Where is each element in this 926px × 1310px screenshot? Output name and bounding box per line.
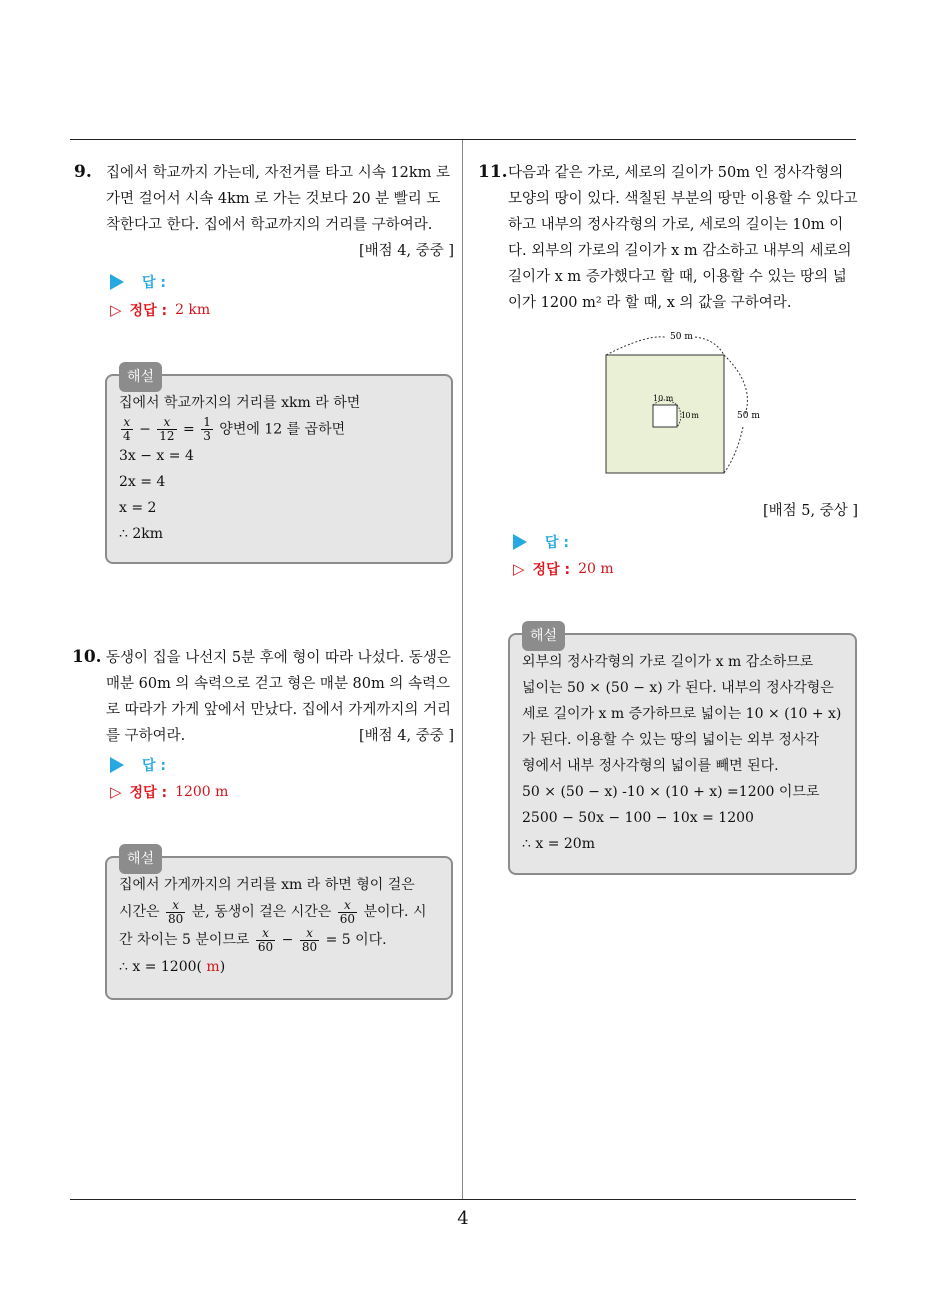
inner-top-label: 10 m [653,394,674,403]
q11-correct-label: 정답 : [532,562,571,578]
q9-answer-line [110,272,166,292]
q11-sol-line8: ∴ x = 20m [522,836,595,852]
q10-sol-line3: 간 차이는 5 분이므로 $\frac{x}{60}$ − $\frac{x}{80}$ = 5 이다. [119,925,387,954]
top-rule [70,139,856,140]
q9-score: [배점 4, 중중 ] [358,243,454,259]
q11-solution-box [508,628,857,875]
answer-triangle-icon [110,757,124,773]
outer-top-label: 50 m [670,332,693,342]
q11-answer-label: 답 : [545,535,569,551]
q10-body: 동생이 집을 나선지 5분 후에 형이 따라 나섰다. 동생은 매분 60m 의 속력으로 걷고 형은 매분 80m 의 속력으로 따라가 가게 앞에서 만났다. 집에서 가게까지의 거리를 구하여라. [106,650,452,744]
q11-sol-line2: 넓이는 50 × (50 − x) 가 된다. 내부의 정사각형은 [522,680,834,696]
q11-correct-value: 20 m [578,561,614,577]
answer-triangle-icon [110,274,124,290]
q9-body: 집에서 학교까지 가는데, 자전거를 타고 시속 12km 로 가면 걸어서 시속 4km 로 가는 것보다 20 분 빨리 도착한다고 한다. 집에서 학교까지의 거리를 구하여라. [106,165,450,233]
q9-solution-tag: 해설 [119,362,162,392]
fraction: $\frac{x}{60}$ [339,897,356,926]
fraction: $\frac{x}{80}$ [301,925,318,954]
q9-sol-line1: 집에서 학교까지의 거리를 xkm 라 하면 [119,395,361,411]
fraction: $\frac{x}{60}$ [257,925,274,954]
q10-answer-label: 답 : [142,758,166,774]
top-dimension-arc [606,337,665,355]
q11-figure [595,325,775,485]
q11-sol-line6: 50 × (50 − x) -10 × (10 + x) =1200 이므로 [522,784,820,800]
fraction: $\frac{x}{80}$ [168,897,184,926]
q9-sol-line5: x = 2 [119,500,157,516]
fraction: $\frac{x}{4}$ [123,415,131,443]
q10-text [106,645,454,749]
q11-sol-line3: 세로 길이가 x m 증가하므로 넓이는 10 × (10 + x) [522,706,842,722]
right-dimension-arc-low [724,427,743,473]
correct-triangle-icon: ▷ [110,783,122,801]
q10-solution-tag: 해설 [119,844,162,874]
column-divider [462,140,463,1200]
page-number: 4 [457,1208,469,1229]
q10-score: [배점 4, 중중 ] [358,728,454,744]
fraction: $\frac{x}{12}$ [159,415,175,443]
q9-text [106,160,454,264]
q11-body: 다음과 같은 가로, 세로의 길이가 50m 인 정사각형의 모양의 땅이 있다. 색칠된 부분의 땅만 이용할 수 있다고 하고 내부의 정사각형의 가로, 세로의 길이는 10m 이다. 외부의 가로의 길이가 x m 감소하고 내부의 세로의 길이가 x m 증가했다고 할 때, 이용할 수 있는 땅의 넓이가 1200 m² 라 할 때, x 의 값을 구하여라. [508,165,858,311]
top-dimension-arc-right [695,337,724,355]
q10-sol-line1: 집에서 가게까지의 거리를 xm 라 하면 형이 걸은 [119,877,415,893]
inner-square [653,405,677,427]
q9-sol-line4: 2x = 4 [119,474,166,490]
correct-triangle-icon: ▷ [110,301,122,319]
q11-solution-tag: 해설 [522,621,565,651]
correct-triangle-icon: ▷ [513,560,525,578]
q10-sol-line4: ∴ x = 1200( m) [119,959,226,975]
right-dimension-arc [724,355,747,415]
q9-sol-line6: ∴ 2km [119,526,164,542]
q9-number: 9. [74,162,92,182]
q11-text [508,160,858,316]
q10-sol-line2: 시간은 $\frac{x}{80}$ 분, 동생이 걸은 시간은 $\frac{x}{60}$ 분이다. 시 [119,897,427,926]
q11-correct-line [513,559,614,579]
q9-answer-label: 답 : [142,275,166,291]
q11-sol-line7: 2500 − 50x − 100 − 10x = 1200 [522,810,754,826]
q9-correct-label: 정답 : [129,303,168,319]
q11-sol-line1: 외부의 정사각형의 가로 길이가 x m 감소하므로 [522,654,814,670]
q11-number: 11. [478,162,508,182]
q10-answer-line [110,755,166,775]
q10-correct-line [110,782,228,802]
q9-correct-line [110,300,210,320]
outer-right-label: 50 m [737,411,760,421]
q10-solution-box [105,851,453,1000]
q9-sol-line2: $\frac{x}{4}$ − $\frac{x}{12}$ = $\frac{1}{3}$ 양변에 12 를 곱하면 [123,415,346,443]
q9-correct-value: 2 km [175,302,211,318]
q9-sol-line3: 3x − x = 4 [119,448,194,464]
q9-solution-box [105,369,453,564]
answer-triangle-icon [513,534,527,550]
q10-number: 10. [72,647,102,667]
q10-correct-label: 정답 : [129,785,168,801]
q11-sol-line5: 형에서 내부 정사각형의 넓이를 빼면 된다. [522,758,779,774]
q10-correct-value: 1200 m [175,784,229,800]
q11-score: [배점 5, 중상 ] [762,503,858,519]
fraction: $\frac{1}{3}$ [203,415,211,443]
q11-sol-line4: 가 된다. 이용할 수 있는 땅의 넓이는 외부 정사각 [522,732,820,748]
q11-answer-line [513,532,569,552]
inner-right-label: 10 m [681,411,699,420]
bottom-rule [70,1199,856,1200]
